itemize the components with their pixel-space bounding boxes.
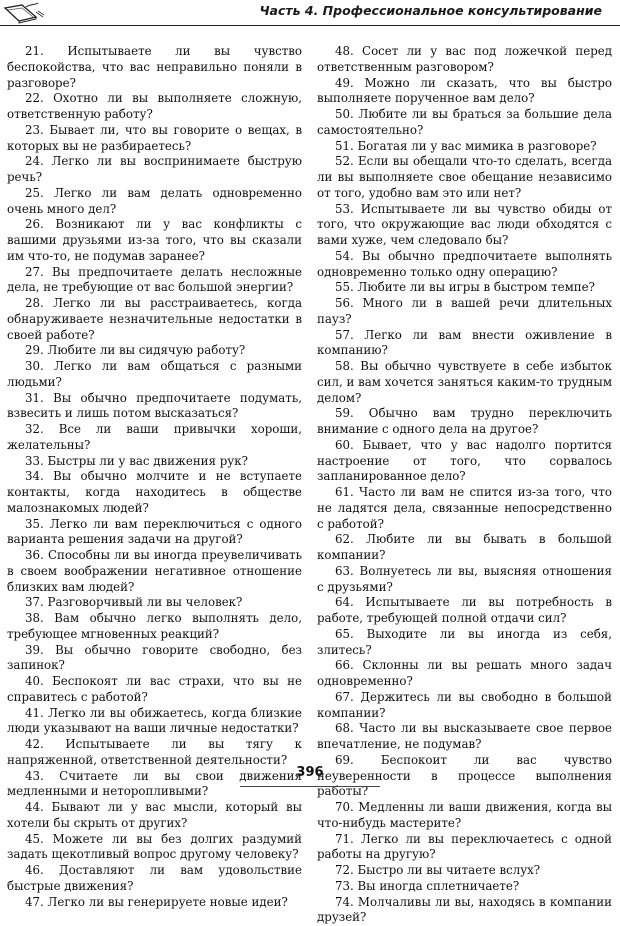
question-item: 48. Сосет ли у вас под ложечкой перед ответственным разговором? xyxy=(317,44,612,76)
question-item: 23. Бывает ли, что вы говорите о вещах, в которых вы не разбираетесь? xyxy=(7,123,302,155)
question-item: 46. Доставляют ли вам удовольствие быстрые движения? xyxy=(7,863,302,895)
question-item: 26. Возникают ли у вас конфликты с вашими друзьями из-за того, что вы сказали им что-то, не подумав заранее? xyxy=(7,217,302,264)
question-item: 35. Легко ли вам переключиться с одного варианта решения задачи на другой? xyxy=(7,517,302,549)
question-item: 70. Медленны ли ваши движения, когда вы что-нибудь мастерите? xyxy=(317,800,612,832)
question-item: 34. Вы обычно молчите и не вступаете контакты, когда находитесь в обществе малознакомых людей? xyxy=(7,469,302,516)
question-item: 74. Молчаливы ли вы, находясь в компании друзей? xyxy=(317,895,612,926)
question-item: 37. Разговорчивый ли вы человек? xyxy=(7,595,302,611)
question-item: 64. Испытываете ли вы потребность в работе, требующей полной отдачи сил? xyxy=(317,595,612,627)
questions-right-column xyxy=(317,44,612,926)
questions-left-column xyxy=(7,44,302,910)
question-item: 28. Легко ли вы расстраиваетесь, когда обнаруживаете незначительные недостатки в своей работе? xyxy=(7,296,302,343)
question-item: 27. Вы предпочитаете делать несложные дела, не требующие от вас большой энергии? xyxy=(7,265,302,297)
question-item: 55. Любите ли вы игры в быстром темпе? xyxy=(317,280,612,296)
question-item: 71. Легко ли вы переключаетесь с одной работы на другую? xyxy=(317,832,612,864)
question-item: 29. Любите ли вы сидячую работу? xyxy=(7,343,302,359)
question-item: 39. Вы обычно говорите свободно, без запинок? xyxy=(7,643,302,675)
question-item: 58. Вы обычно чувствуете в себе избыток сил, и вам хочется заняться каким-то трудным делом? xyxy=(317,359,612,406)
question-item: 33. Быстры ли у вас движения рук? xyxy=(7,454,302,470)
question-item: 32. Все ли ваши привычки хороши, желательны? xyxy=(7,422,302,454)
question-item: 65. Выходите ли вы иногда из себя, злитесь? xyxy=(317,627,612,659)
question-item: 63. Волнуетесь ли вы, выясняя отношения с друзьями? xyxy=(317,564,612,596)
page-number: 396 xyxy=(0,765,620,780)
question-item: 57. Легко ли вам внести оживление в компанию? xyxy=(317,328,612,360)
question-item: 47. Легко ли вы генерируете новые идеи? xyxy=(7,895,302,911)
question-item: 54. Вы обычно предпочитаете выполнять одновременно только одну операцию? xyxy=(317,249,612,281)
question-item: 51. Богатая ли у вас мимика в разговоре? xyxy=(317,139,612,155)
question-item: 21. Испытываете ли вы чувство беспокойства, что вас неправильно поняли в разговоре? xyxy=(7,44,302,91)
question-item: 31. Вы обычно предпочитаете подумать, взвесить и лишь потом высказаться? xyxy=(7,391,302,423)
question-item: 61. Часто ли вам не спится из-за того, что не ладятся дела, связанные непосредственно с работой? xyxy=(317,485,612,532)
question-item: 42. Испытываете ли вы тягу к напряженной, ответственной деятельности? xyxy=(7,737,302,769)
question-item: 66. Склонны ли вы решать много задач одновременно? xyxy=(317,658,612,690)
question-item: 22. Охотно ли вы выполняете сложную, ответственную работу? xyxy=(7,91,302,123)
question-item: 24. Легко ли вы воспринимаете быструю речь? xyxy=(7,154,302,186)
question-item: 60. Бывает, что у вас надолго портится настроение от того, что сорвалось запланированное дело? xyxy=(317,438,612,485)
question-item: 30. Легко ли вам общаться с разными людьми? xyxy=(7,359,302,391)
question-item: 68. Часто ли вы высказываете свое первое впечатление, не подумав? xyxy=(317,721,612,753)
question-item: 44. Бывают ли у вас мысли, который вы хотели бы скрыть от других? xyxy=(7,800,302,832)
question-item: 59. Обычно вам трудно переключить внимание с одного дела на другое? xyxy=(317,406,612,438)
question-item: 50. Любите ли вы браться за большие дела самостоятельно? xyxy=(317,107,612,139)
question-item: 49. Можно ли сказать, что вы быстро выполняете порученное вам дело? xyxy=(317,76,612,108)
question-item: 38. Вам обычно легко выполнять дело, требующее мгновенных реакций? xyxy=(7,611,302,643)
question-item: 41. Легко ли вы обижаетесь, когда близкие люди указывают на ваши личные недостатки? xyxy=(7,706,302,738)
book-logo-icon xyxy=(2,2,46,24)
question-item: 62. Любите ли вы бывать в большой компании? xyxy=(317,532,612,564)
question-item: 43. Считаете ли вы свои движения медленными и неторопливыми? xyxy=(7,769,302,801)
question-item: 73. Вы иногда сплетничаете? xyxy=(317,879,612,895)
question-item: 25. Легко ли вам делать одновременно очень много дел? xyxy=(7,186,302,218)
question-item: 67. Держитесь ли вы свободно в большой компании? xyxy=(317,690,612,722)
question-item: 56. Много ли в вашей речи длительных пауз? xyxy=(317,296,612,328)
question-item: 52. Если вы обещали что-то сделать, всегда ли вы выполняете свое обещание независимо от того, удобно вам это или нет? xyxy=(317,154,612,201)
question-item: 36. Способны ли вы иногда преувеличивать в своем воображении негативное отношение близких вам людей? xyxy=(7,548,302,595)
header-divider xyxy=(0,25,620,26)
question-item: 69. Беспокоит ли вас чувство неуверенности в процессе выполнения работы? xyxy=(317,753,612,800)
question-item: 53. Испытываете ли вы чувство обиды от того, что окружающие вас люди обходятся с вами хуже, чем следовало бы? xyxy=(317,202,612,249)
footer-divider xyxy=(240,786,380,787)
running-header-title: Часть 4. Профессиональное консультирование xyxy=(259,3,602,18)
question-item: 45. Можете ли вы без долгих раздумий задать щекотливый вопрос другому человеку? xyxy=(7,832,302,864)
question-item: 40. Беспокоят ли вас страхи, что вы не справитесь с работой? xyxy=(7,674,302,706)
question-item: 72. Быстро ли вы читаете вслух? xyxy=(317,863,612,879)
